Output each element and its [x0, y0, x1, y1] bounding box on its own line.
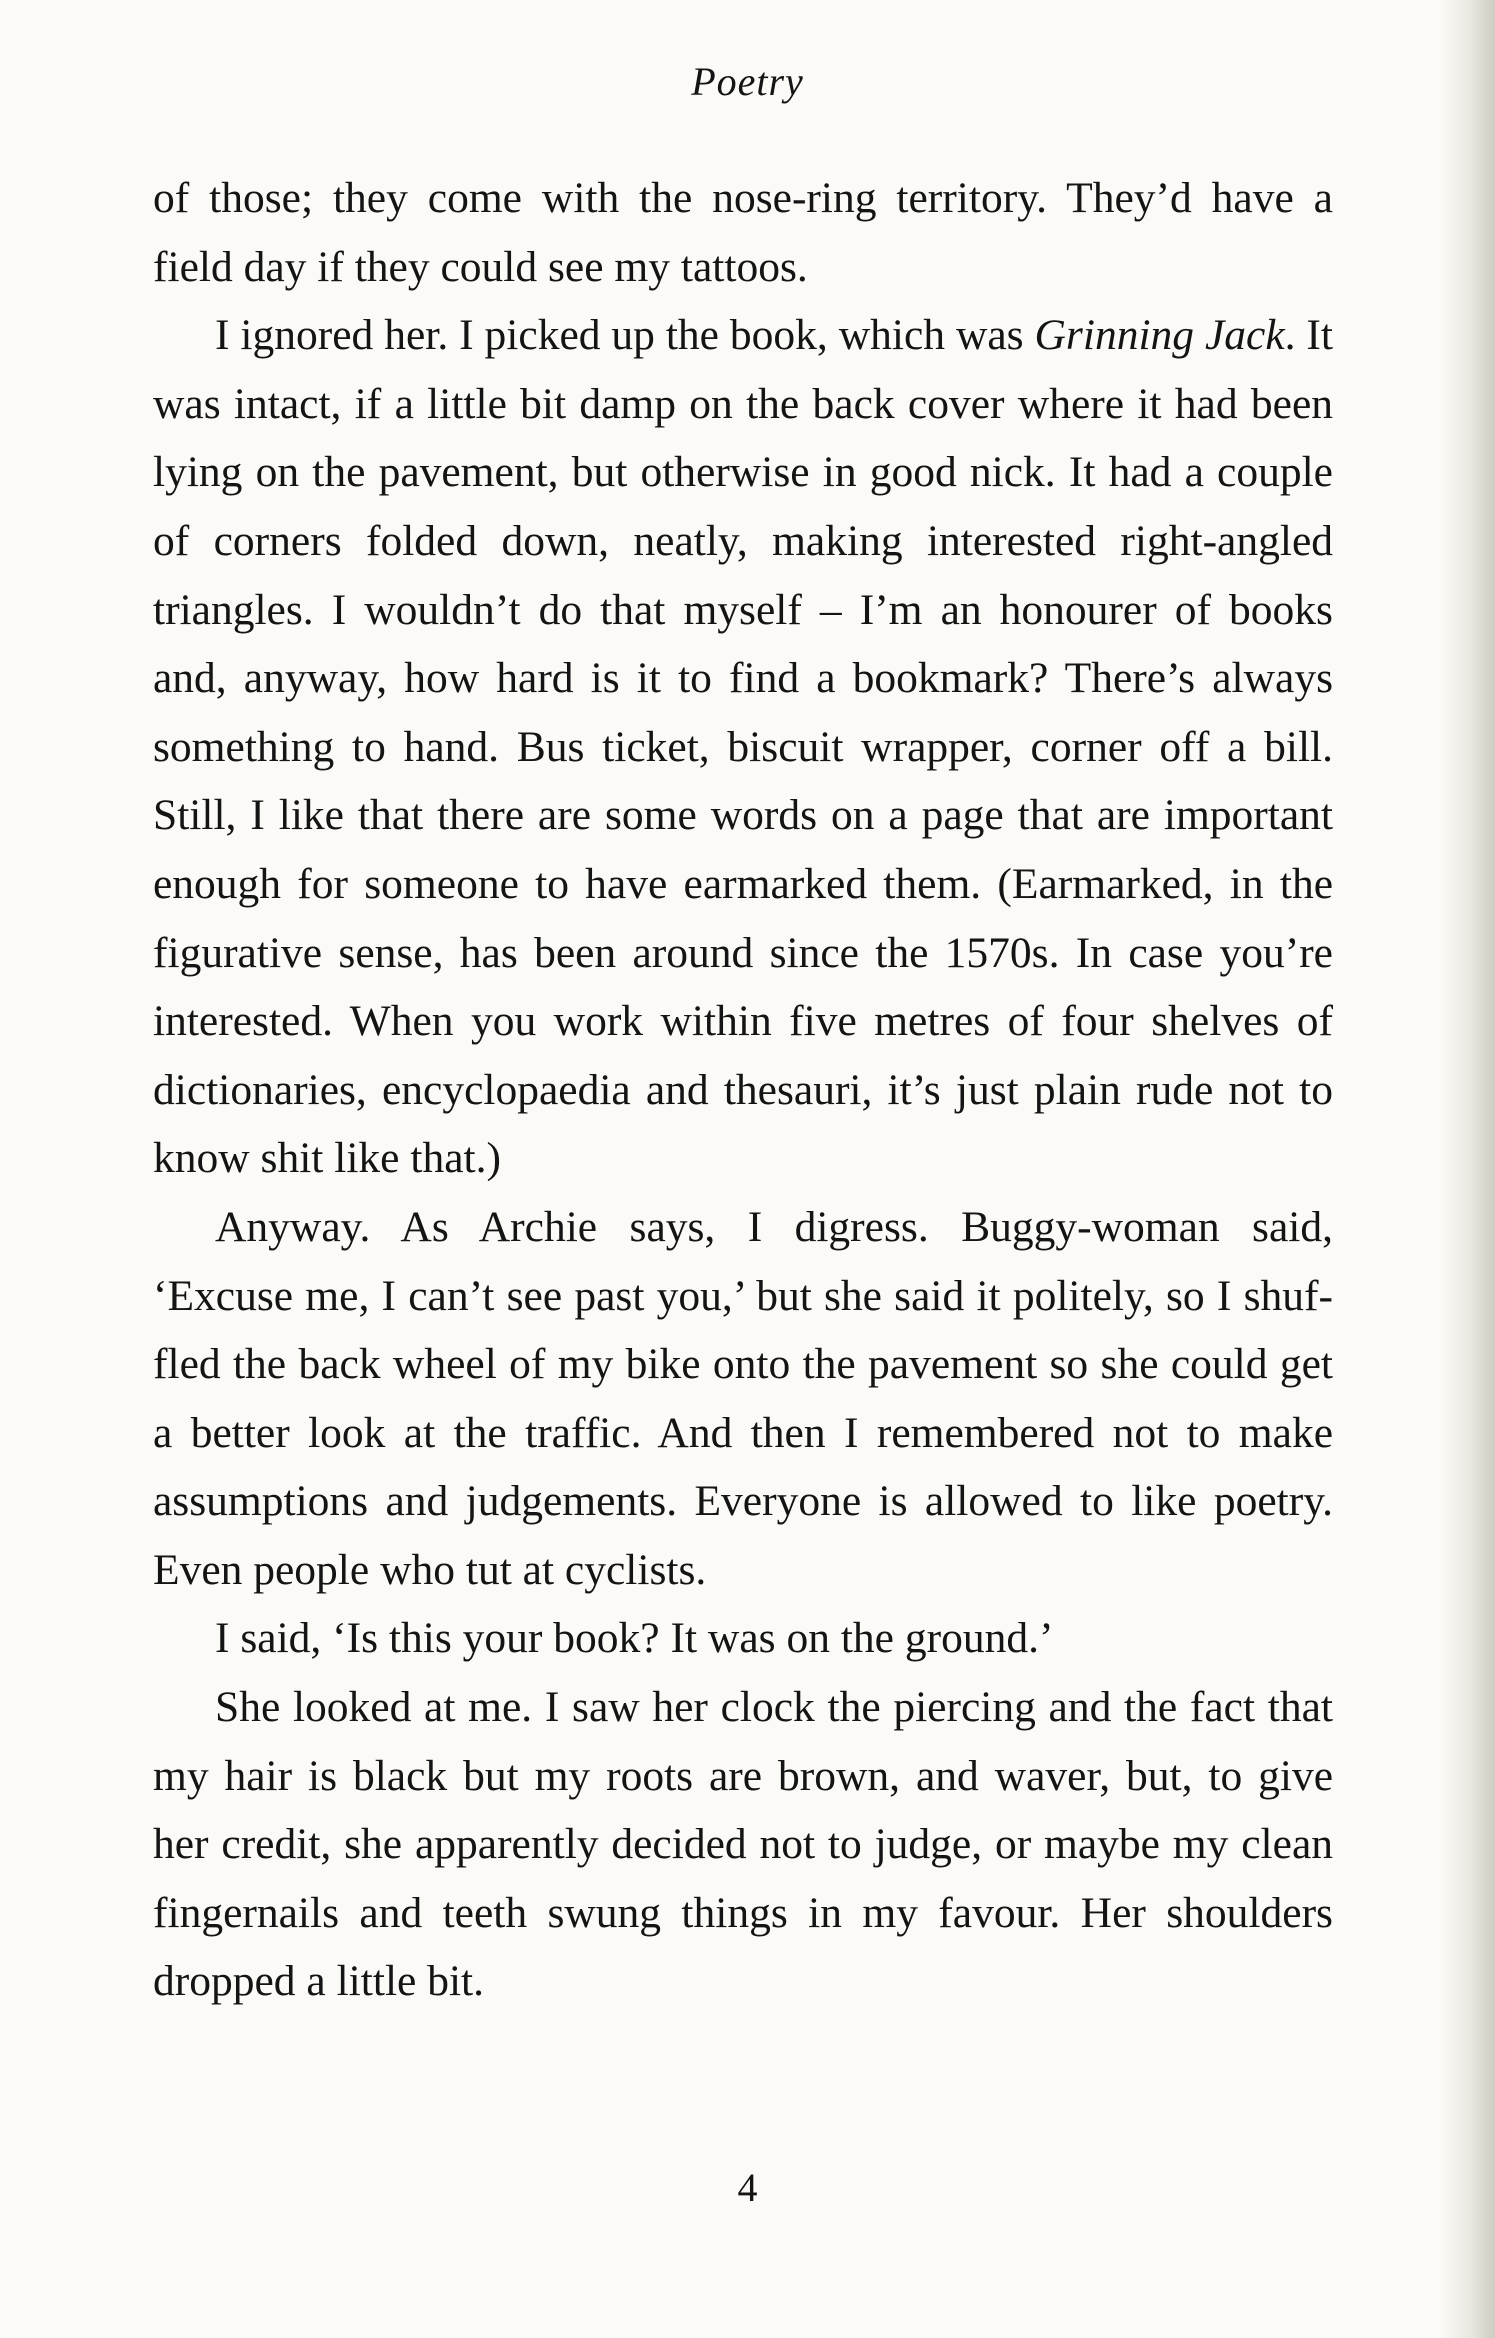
text-run: . It was intact, if a little bit damp on the back cover where it had been lying on the pavement, but otherwise in good nick. It had a couple of corners folded down, neatly, making interested right-angled triangles. I wouldn’t do that myself – I’m an honourer of books and, anyway, how hard is it to find a bookmark? There’s always something to hand. Bus ticket, biscuit wrapper, corner off a bill. Still, I like that there are some words on a page that are important enough for someone to have earmarked them. (Earmarked, in the figurative sense, has been around since the 1570s. In case you’re interested. When you work within five metres of four shelves of dictionaries, encyclopaedia and thesauri, it’s just plain rude not to know shit like that.): [153, 311, 1333, 1183]
body-text: [153, 164, 1333, 2016]
text-run: I said, ‘Is this your book? It was on the ground.’: [215, 1614, 1054, 1663]
text-run: She looked at me. I saw her clock the piercing and the fact that my hair is black but my roots are brown, and waver, but, to give her credit, she apparently decided not to judge, or maybe my clean fingernails and teeth swung things in my favour. Her shoulders dropped a little bit.: [153, 1683, 1333, 2006]
paragraph: [153, 301, 1333, 1193]
page-number: 4: [737, 2165, 758, 2210]
book-title: Grinning Jack: [1034, 311, 1285, 360]
text-run: of those; they come with the nose-ring territory. They’d have a field day if they could see my tattoos.: [153, 174, 1333, 291]
text-run: Anyway. As Archie says, I digress. Buggy-woman said, ‘Excuse me, I can’t see past you,’ but she said it politely, so I shuffled the back wheel of my bike onto the pavement so she could get a better look at the traffic. And then I remembered not to make assumptions and judgements. Everyone is allowed to like poetry. Even people who tut at cyclists.: [153, 1202, 1333, 1594]
paragraph: [153, 1193, 1333, 1605]
paragraph: [153, 164, 1333, 301]
paragraph: [153, 1604, 1333, 1673]
text-run: I ignored her. I picked up the book, which was: [215, 311, 1035, 360]
paragraph: [153, 1673, 1333, 2016]
running-head: Poetry: [691, 59, 804, 104]
